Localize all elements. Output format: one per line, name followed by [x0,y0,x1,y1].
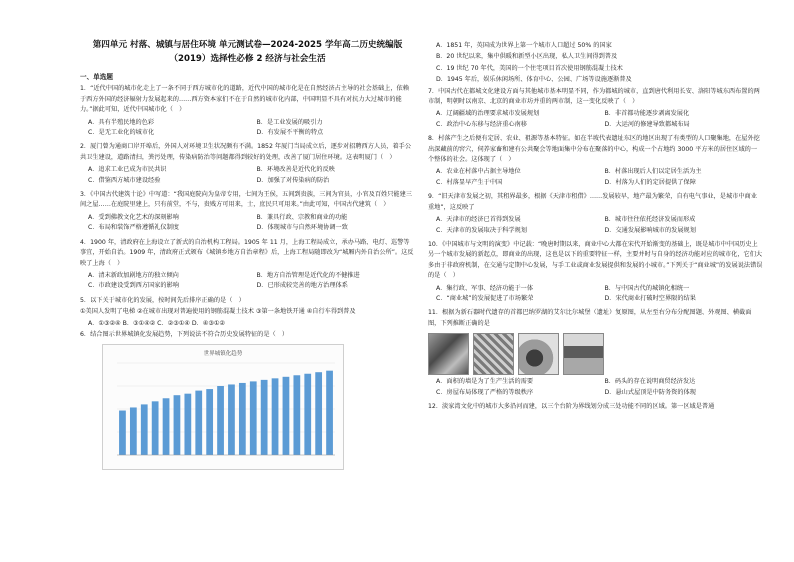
chart-bar [304,374,311,455]
option: D．已形成较完善的地方治理体系 [256,282,348,290]
option: A．1851 年，英国成为世界上第一个城市人口超过 50% 的国家 [436,42,612,49]
chart-bar [130,408,137,456]
option: A．农业在村落中占据主导地位 [436,168,521,176]
question-4-options [88,271,415,292]
option: B．地方自治管理是近代化的不健推进 [256,271,360,279]
option: C．房屋布局体现了严格的等级秩序 [436,388,534,396]
chart-bar [217,386,224,455]
option: B．城市往往依托经济发展而形成 [604,216,696,224]
question-8-options [436,167,763,188]
option: D．宋代商业打破时空界限的结果 [604,294,696,302]
option: A．集行政、军事、经济功能于一体 [436,284,534,292]
option: C．是无工业化的城市化 [88,129,155,137]
urbanization-chart [102,344,344,470]
citadel-image [563,333,604,375]
option: C．天津市的发展取决于科学规划 [436,226,527,234]
question-5-options: A．①③②④ B．③①④② C．②③①④ D．④③①② [88,319,225,327]
option: D．大运河的修建导致都城布局 [604,120,690,128]
option: B．码头的存在说明商贸经济发达 [604,378,696,386]
exam-title [80,38,415,66]
question-5: 5．以下关于城市化的发展，按时间先后排序正确的是（ ） [80,296,245,304]
question-9-options [436,215,763,236]
exam-title-line2: （2019）选择性必修 2 经济与社会生活 [169,54,326,64]
question-5-items: ①美国人发明了电梯 ②在城市出现对普遍使用的钢筋混凝土技术 ③第一条地铁开通 ④自行车得到普及 [80,308,356,316]
question-7-options [436,109,763,130]
question-11-options [436,377,763,398]
chart-bar [195,391,202,455]
option: B．与中国古代的城镇化相统一 [604,284,690,292]
erbil-citadel-images [428,333,604,373]
citadel-image [428,333,469,375]
option: C．政治中心东移与经济重心南移 [436,120,527,128]
option: A．面积的墙是为了生产生活的需要 [436,378,534,386]
chart-bar [206,389,213,455]
option: A．清末新政加剧地方的独立倾向 [88,271,179,279]
question-2: 2．厦门曾为通商口岸开埠后，外国人对环境卫生状况颇有不满。1852 年厦门当局成立后，逐步对招聘西方人员，着手公共卫生建设，道路清扫，粪污处理，传染病防治等问题都得到较好的处理，改善了厦门居住环境。这表明厦门（ ） [80,143,412,161]
question-8: 8．村落产生之后便有定居、农业、祖源等基本特征。如在半坡代表遗址东区的地区出现了有类型的人口聚集地，在屋外挖出深藏前的窖穴，伺养家畜和建有公共聚会等地面集中分布在聚落的中心，构成一个占地约 3000 平方米的居住区域的一个整体的社会。这体现了（ ） [428,135,760,164]
question-1: 1．“近代中国的城市化走上了一条不同于西方城市化的道路，近代中国的城市化是在自然经济占主导的社会基础上，依赖于西方外国的经济辐射力发展起来的……西方资本家们不在于自然的城市化内部，中国明显不具有对抗力大过城市的能力。”据此可知，近代中国城市化（ ） [80,85,409,114]
option: C．村落显早产生于中国 [436,178,503,186]
section-heading: 一、单选题 [80,73,113,81]
option: B．兼具行政、宗教和商业的功能 [256,213,348,221]
question-1-options [88,118,415,139]
question-6: 6．结合图示世界城镇化发展趋势，下列说法不符合历史发展特征的是（ ） [80,330,289,338]
option: D．村落为人们的定居提供了保障 [604,178,696,186]
exam-title-line1: 第四单元 村落、城镇与居住环境 单元测试卷—2024-2025 学年高二历史统编版 [92,40,403,50]
question-7: 7．中国古代在都城文化建设方面与其他城市基本明显不同，作为都城的城市，直到唐代利用长安、洛阳等城东西布置的两市制，明朝时以南京、北京的商业市坊并重的两市制，这一变化反映了（ ） [428,87,760,106]
chart-bar [261,380,268,455]
chart-bar [272,379,279,456]
option: B．非首都功能逐步剥离发展化 [604,110,690,118]
option: A．追求工业已成为市民共识 [88,166,167,174]
chart-bar [152,402,159,456]
option: D．悬山式屋顶是中防务资的体现 [604,388,696,396]
option: C．布局和装饰严格遵循礼仪制度 [88,224,179,232]
chart-svg [103,345,343,469]
chart-bar [326,371,333,455]
option: B．是工业发展的吸引力 [256,118,323,126]
chart-bar [283,377,290,455]
chart-bar [293,376,300,456]
option: A．辽阔疆域的治理要求城市发展规划 [436,110,540,118]
option: D．交通发展影响城市的发展规划 [604,226,696,234]
chart-bar [184,394,191,455]
question-3: 3．《中国古代建筑十论》中写道：“我国庭院向为皇帝专用，七间为王侯，五间到贵族，三间为官员，小官及百姓只能建三间之屋……在庭院里建上，只有前堂，不与，贵贱方可用来，士，庶民只可用来。”由此可知，中国古代建筑（ ） [80,191,412,209]
option: D．体现城市与自然环境协调一致 [256,224,348,232]
question-2-options [88,165,415,186]
left-column [80,38,415,474]
option: A．受到佛教文化艺术的深刻影响 [88,213,179,221]
question-11: 11．根据为新石器时代遗存的首都巴纳罗湖的艾尔比尔城堡（遗址）复原图，从左至右分布分配图题、外观图、横截面图，下列推断正确的是 [428,309,752,327]
chart-bar [119,411,126,455]
option: B．环境改善是近代化的反映 [256,166,335,174]
option: A．天津市的经济已首得到发展 [436,216,521,224]
question-10-options [436,284,763,305]
chart-bar [239,383,246,455]
chart-title: 世界城镇化趋势 [203,351,243,358]
option: C．市政建设受到西方国家的影响 [88,282,179,290]
chart-bar [228,385,235,456]
chart-bar [141,405,148,456]
chart-bar [163,399,170,456]
chart-bar [174,396,181,456]
question-9: 9．“旧天津市发展之初，其租界最多，根据《天津市租借》……发展较早，地产最为繁荣，自有电气事业，是城市中商业重地”，这反映了 [428,193,757,211]
option: C．借鉴西方城市建设经验 [88,176,161,184]
citadel-image [518,333,559,375]
option: C．19 世纪 70 年代，美国的一个住宅项目首次使用钢筋混凝土技术 [436,64,623,72]
question-10: 10．《中国城市与文明的演变》中记载：“晚唐时期以来，商业中心大都在宋代开始渐变的基础上，既是城市中中国历史上另一个城市发展的新起点，即商业的出现，这也是以下的重要特征一样，主要并时与自身的经济功能对应的城市化，它们大多由于非政府机制，在交通与定期中心发展，与手工业或商业发展提供和发展的小城市。”下列关于“商业城”的发展说法错误的是（ ） [428,240,763,280]
question-4: 4．1900 年，清政府在上海设立了新式的自治机构工程局。1905 年 11 月，上海工程局成立，承办马路、电灯、巡警等事宜，开始自治。1909 年，清政府正式颁布《城镇乡地方自治章程》后，上海工程局随即改为“城厢内外自治公所”。这反映了上海（ ） [80,238,414,267]
option: C．“商业城”的发展促进了市场繁荣 [436,294,534,302]
citadel-image [473,333,514,375]
option: D．加强了对传染病的防治 [256,176,330,184]
right-column [428,40,763,413]
option: B．20 世纪以来，集中供暖和新型小区出现，私人卫生间得到普及 [436,53,618,61]
chart-bar [250,382,257,456]
chart-bar [315,373,322,456]
option: D．1945 年后，娱乐休闲场所、体育中心、公园、广场等设施逐渐普及 [436,76,632,84]
question-3-options [88,213,415,234]
option: A．具有半殖民地的色彩 [88,118,155,126]
option: D．有发展不平衡的特点 [256,129,324,137]
question-12: 12．淡家湾文化中的城市大多沿河而建，以三个台阶为界线划分成三处功能不同的区域。第一区域是普通 [428,402,715,410]
option: B．村落出现后人们以定居生活为主 [604,168,702,176]
